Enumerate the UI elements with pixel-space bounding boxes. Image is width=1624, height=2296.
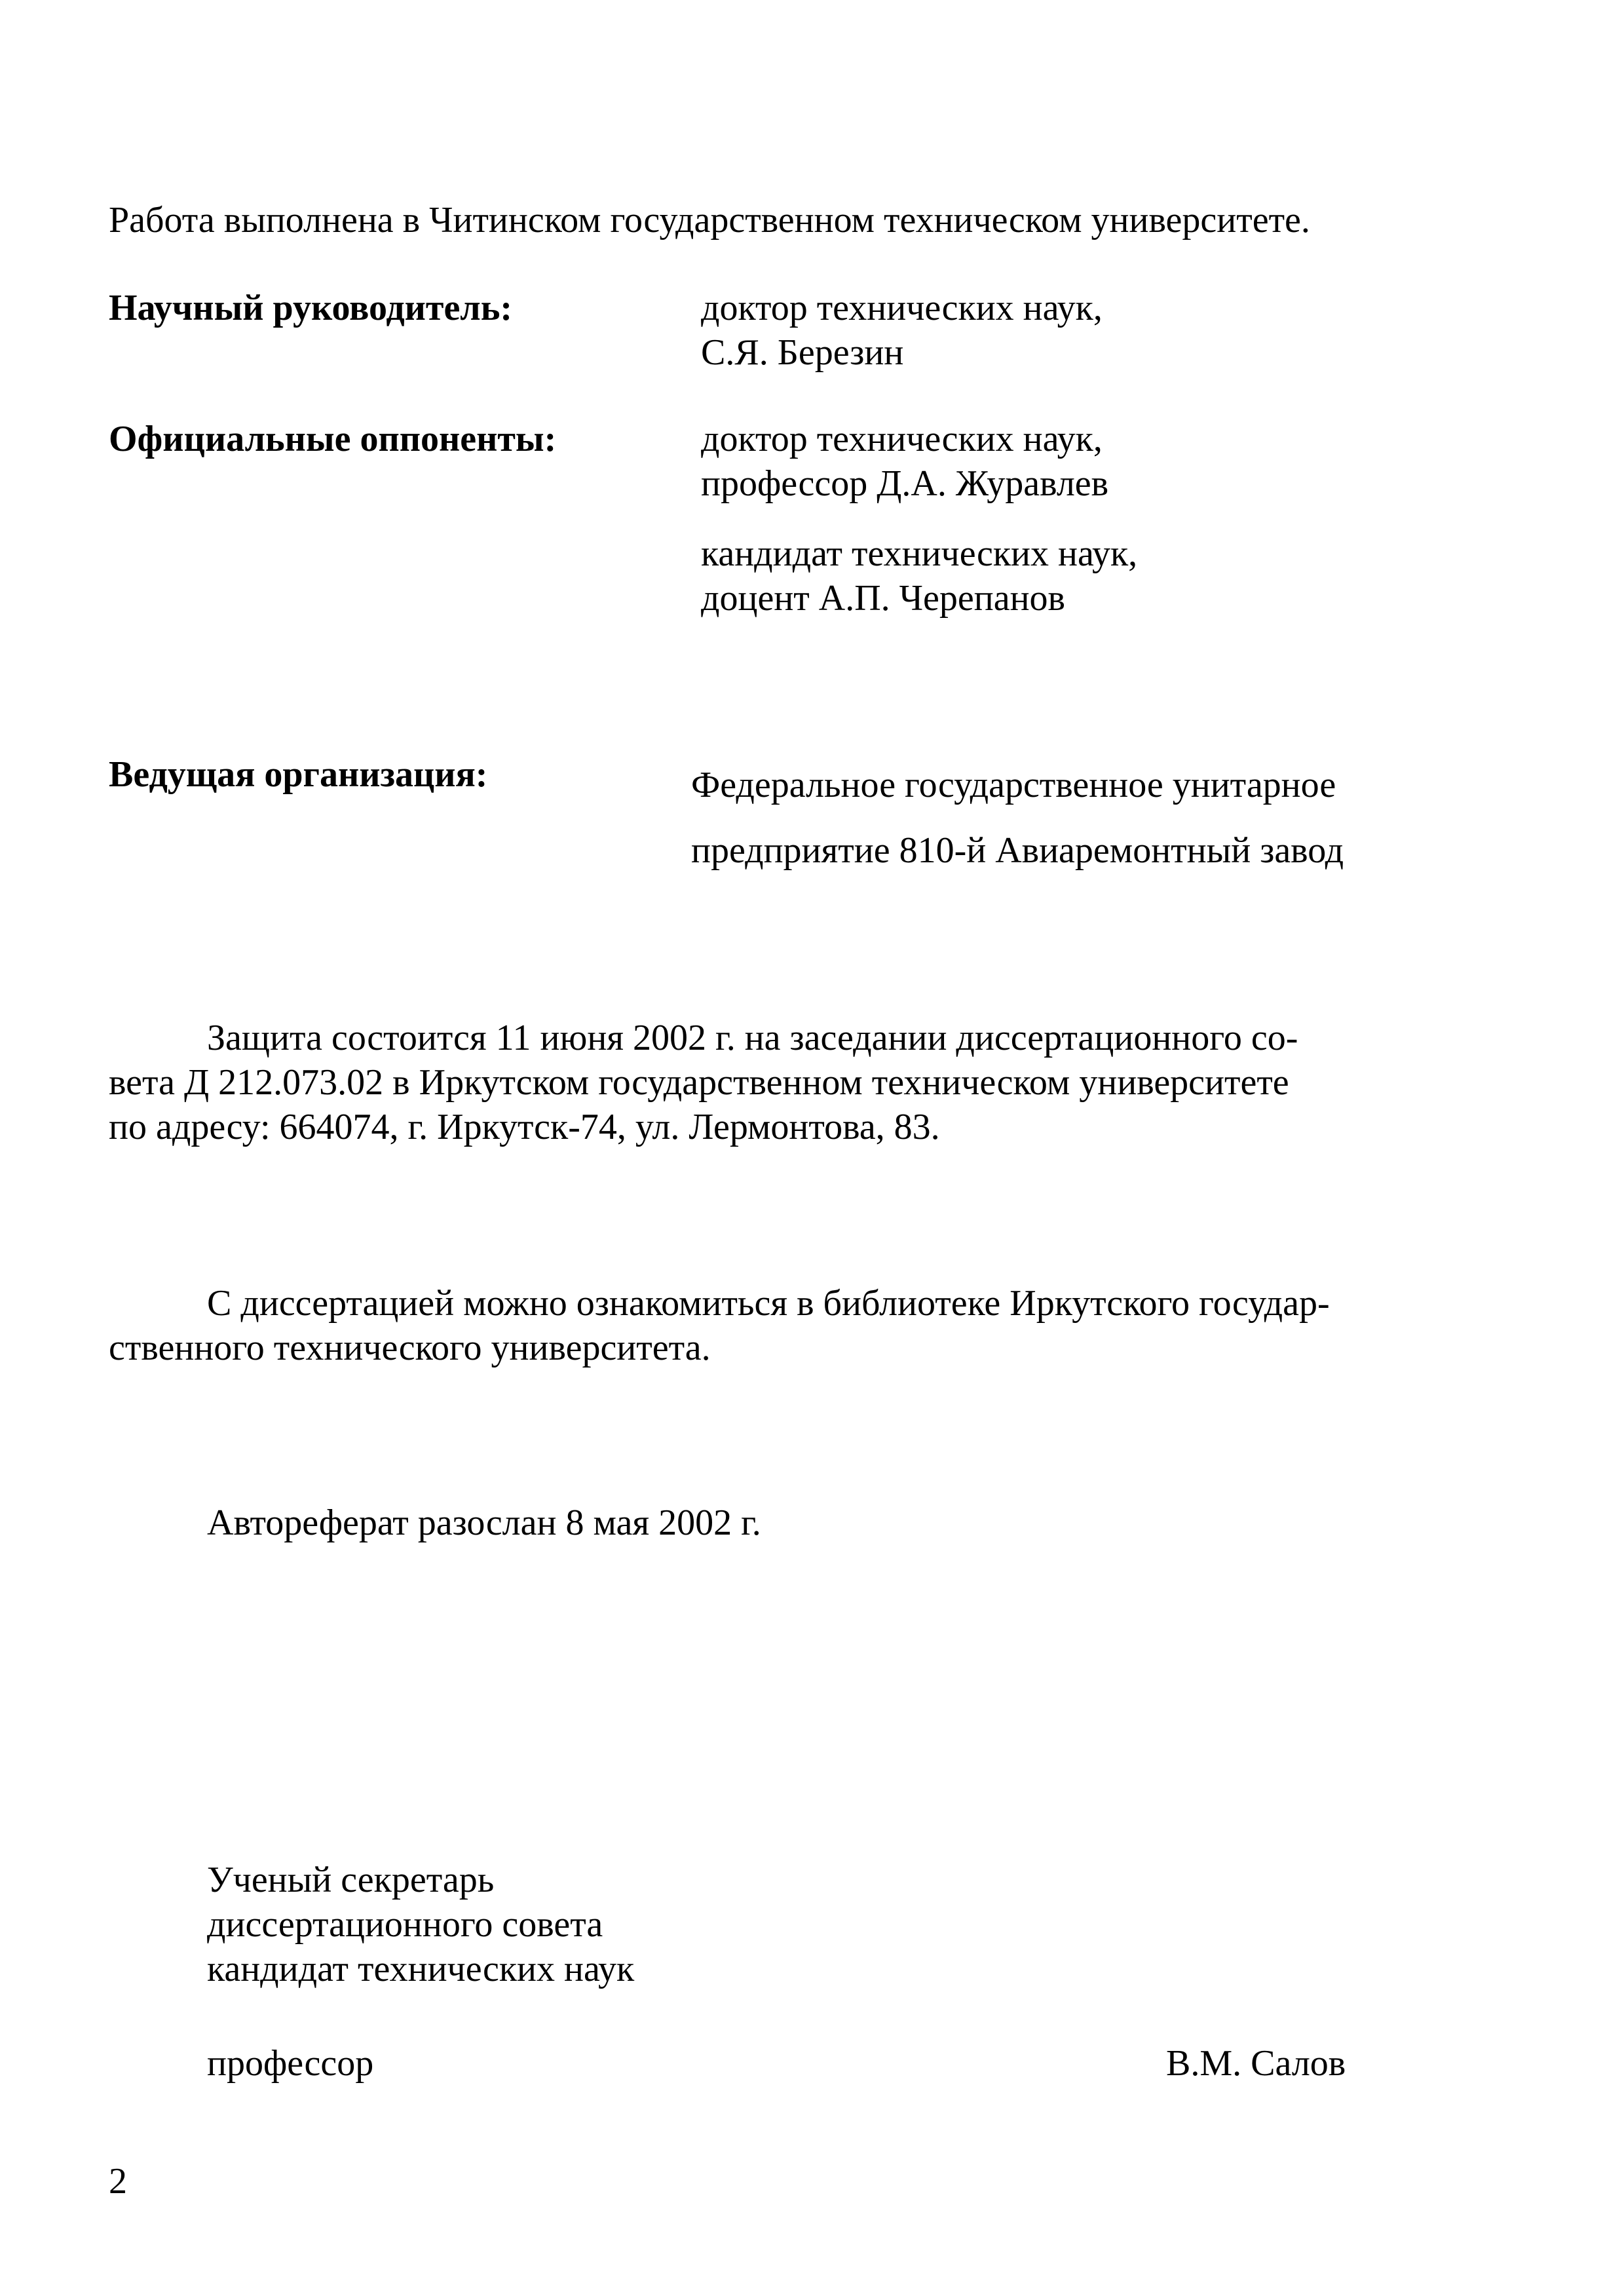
opponent-second-degree: кандидат технических наук, (701, 533, 1138, 574)
supervisor-info (701, 286, 1103, 375)
opponent-second (701, 531, 1137, 621)
defense-line-1: Защита состоится 11 июня 2002 г. на заседании диссертационного со- (207, 1018, 1298, 1058)
secretary-name: В.М. Салов (1166, 2043, 1346, 2084)
library-line-2: ственного технического университета. (109, 1328, 711, 1368)
leading-org-label: Ведущая организация: (109, 754, 488, 795)
opponent-first-name: профессор Д.А. Журавлев (701, 463, 1109, 504)
leading-org-info (691, 752, 1344, 883)
opponent-first (701, 417, 1108, 506)
intro-text: Работа выполнена в Читинском государственном техническом университете. (109, 200, 1310, 240)
supervisor-degree: доктор технических наук, (701, 288, 1103, 328)
supervisor-name: С.Я. Березин (701, 332, 904, 373)
opponent-first-degree: доктор технических наук, (701, 419, 1103, 459)
sent-text: Автореферат разослан 8 мая 2002 г. (207, 1502, 761, 1543)
supervisor-label: Научный руководитель: (109, 288, 512, 328)
secretary-line-1: Ученый секретарь (207, 1860, 495, 1900)
defense-line-2: вета Д 212.073.02 в Иркутском государственном техническом университете (109, 1062, 1289, 1103)
secretary-line-2: диссертационного совета (207, 1904, 603, 1945)
opponents-label: Официальные оппоненты: (109, 419, 557, 459)
leading-org-line-1: Федеральное государственное унитарное (691, 765, 1336, 805)
opponent-second-name: доцент А.П. Черепанов (701, 578, 1065, 619)
defense-paragraph (109, 1016, 1298, 1149)
defense-line-3: по адресу: 664074, г. Иркутск-74, ул. Лермонтова, 83. (109, 1107, 940, 1147)
leading-org-line-2: предприятие 810-й Авиаремонтный завод (691, 830, 1344, 871)
secretary-line-3: кандидат технических наук (207, 1949, 635, 1989)
library-line-1: С диссертацией можно ознакомиться в библиотеке Иркутского государ- (207, 1283, 1330, 1324)
page-number: 2 (109, 2161, 127, 2202)
secretary-block (207, 1858, 634, 1991)
library-paragraph (109, 1281, 1330, 1370)
secretary-title: профессор (207, 2043, 374, 2084)
